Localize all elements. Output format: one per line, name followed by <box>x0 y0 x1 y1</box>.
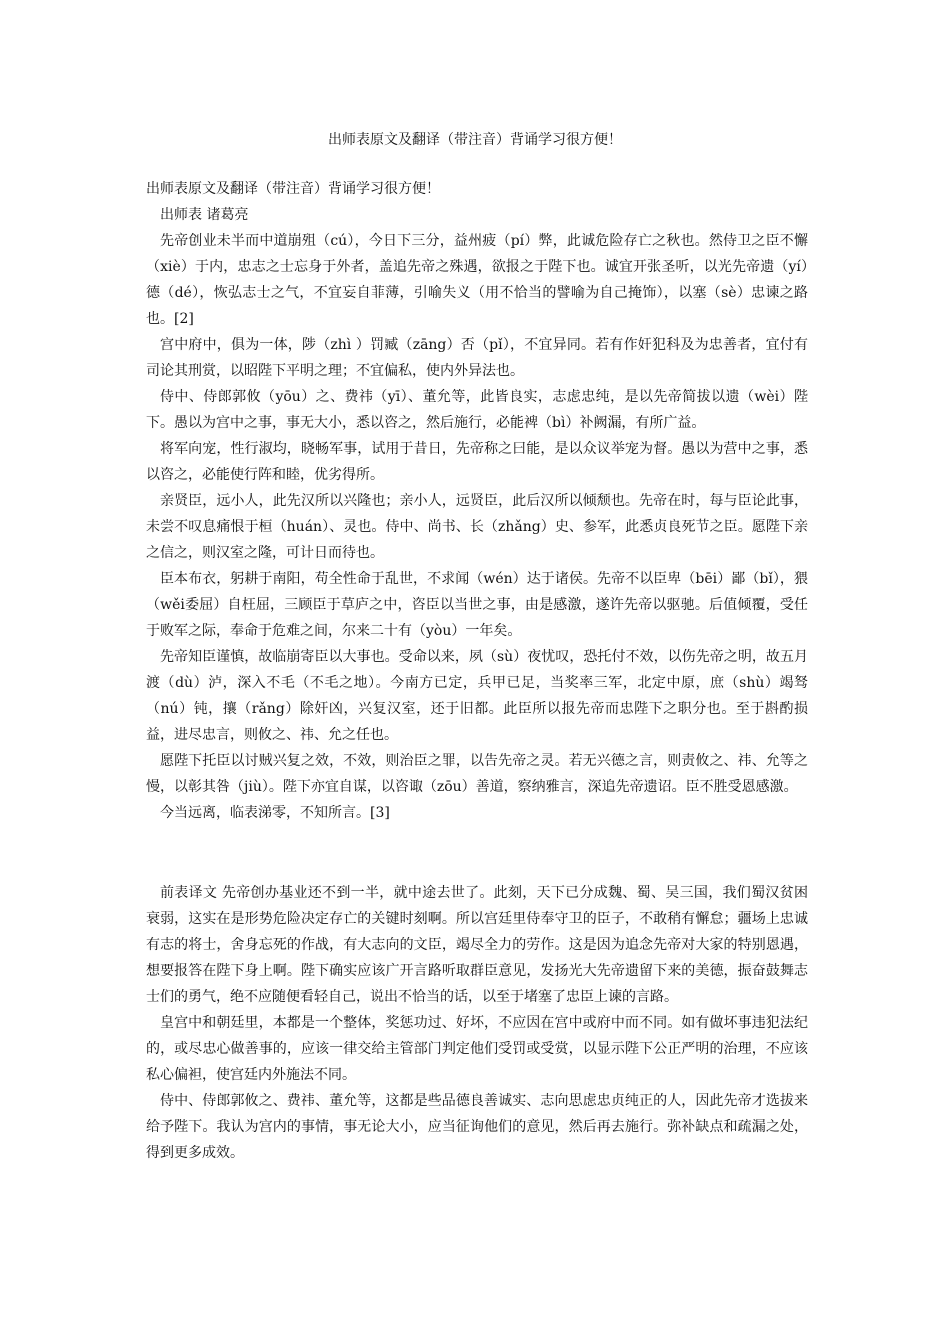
original-paragraph: 先帝创业未半而中道崩殂（cú），今日下三分，益州疲（pí）弊，此诚危险存亡之秋也。然侍卫之臣不懈（xiè）于内，忠志之士忘身于外者，盖追先帝之殊遇，欲报之于陛下也。诚宜开张圣听，以光先帝遗（yí）德（dé），恢弘志士之气，不宜妄自菲薄，引喻失义（用不恰当的譬喻为自己掩饰），以塞（sè）忠谏之路也。[2] <box>146 233 808 327</box>
original-paragraph: 将军向宠，性行淑均，晓畅军事，试用于昔日，先帝称之曰能，是以众议举宠为督。愚以为营中之事，悉以咨之，必能使行阵和睦，优劣得所。 <box>146 441 808 483</box>
document-heading: 出师表原文及翻译（带注音）背诵学习很方便！ <box>146 181 440 197</box>
document-subheading: 出师表 诸葛亮 <box>160 207 249 223</box>
original-paragraph: 亲贤臣，远小人，此先汉所以兴隆也；亲小人，远贤臣，此后汉所以倾颓也。先帝在时，每与臣论此事，未尝不叹息痛恨于桓（huán）、灵也。侍中、尚书、长（zhǎng）史、参军，此悉贞良死节之臣。愿陛下亲之信之，则汉室之隆，可计日而待也。 <box>146 493 808 561</box>
original-paragraph: 先帝知臣谨慎，故临崩寄臣以大事也。受命以来，夙（sù）夜忧叹，恐托付不效，以伤先帝之明，故五月渡（dù）泸，深入不毛（不毛之地）。今南方已定，兵甲已足，当奖率三军，北定中原，庶（shù）竭驽（nú）钝，攘（rǎng）除奸凶，兴复汉室，还于旧都。此臣所以报先帝而忠陛下之职分也。至于斟酌损益，进尽忠言，则攸之、祎、允之任也。 <box>146 649 808 743</box>
original-paragraph: 宫中府中，俱为一体，陟（zhì ）罚臧（zāng）否（pǐ），不宜异同。若有作奸犯科及为忠善者，宜付有司论其刑赏，以昭陛下平明之理；不宜偏私，使内外异法也。 <box>146 337 808 379</box>
translation-text <box>146 880 808 1166</box>
original-text <box>146 228 808 826</box>
original-paragraph: 侍中、侍郎郭攸（yōu）之、费祎（yī）、董允等，此皆良实，志虑忠纯，是以先帝简拔以遗（wèi）陛下。愚以为宫中之事，事无大小，悉以咨之，然后施行，必能裨（bì）补阙漏，有所广益。 <box>146 389 808 431</box>
document-body <box>146 176 808 1166</box>
original-paragraph: 愿陛下托臣以讨贼兴复之效，不效，则治臣之罪，以告先帝之灵。若无兴德之言，则责攸之、祎、允等之慢，以彰其咎（jiù）。陛下亦宜自谋，以咨诹（zōu）善道，察纳雅言，深追先帝遗诏。臣不胜受恩感激。 <box>146 753 808 795</box>
document-title: 出师表原文及翻译（带注音）背诵学习很方便！ <box>328 132 622 148</box>
translation-paragraph: 皇宫中和朝廷里，本都是一个整体，奖惩功过、好坏，不应因在宫中或府中而不同。如有做坏事违犯法纪的，或尽忠心做善事的，应该一律交给主管部门判定他们受罚或受赏，以显示陛下公正严明的治理，不应该私心偏袒，使宫廷内外施法不同。 <box>146 1015 808 1083</box>
translation-paragraph: 侍中、侍郎郭攸之、费祎、董允等，这都是些品德良善诚实、志向思虑忠贞纯正的人，因此先帝才选拔来给予陛下。我认为宫内的事情，事无论大小，应当征询他们的意见，然后再去施行。弥补缺点和疏漏之处，得到更多成效。 <box>146 1093 808 1161</box>
original-paragraph: 今当远离，临表涕零，不知所言。[3] <box>160 805 390 821</box>
section-gap <box>146 826 808 880</box>
original-paragraph: 臣本布衣，躬耕于南阳，苟全性命于乱世，不求闻（wén）达于诸侯。先帝不以臣卑（bēi）鄙（bǐ），猥（wěi委屈）自枉屈，三顾臣于草庐之中，咨臣以当世之事，由是感激，遂许先帝以驱驰。后值倾覆，受任于败军之际，奉命于危难之间，尔来二十有（yòu）一年矣。 <box>146 571 808 639</box>
translation-paragraph: 前表译文 先帝创办基业还不到一半，就中途去世了。此刻，天下已分成魏、蜀、吴三国，我们蜀汉贫困衰弱，这实在是形势危险决定存亡的关键时刻啊。所以宫廷里侍奉守卫的臣子，不敢稍有懈怠；疆场上忠诚有志的将士，舍身忘死的作战，有大志向的文臣，竭尽全力的劳作。这是因为追念先帝对大家的特别恩遇，想要报答在陛下身上啊。陛下确实应该广开言路听取群臣意见，发扬光大先帝遗留下来的美德，振奋鼓舞志士们的勇气，绝不应随便看轻自己，说出不恰当的话，以至于堵塞了忠臣上谏的言路。 <box>146 885 808 1005</box>
